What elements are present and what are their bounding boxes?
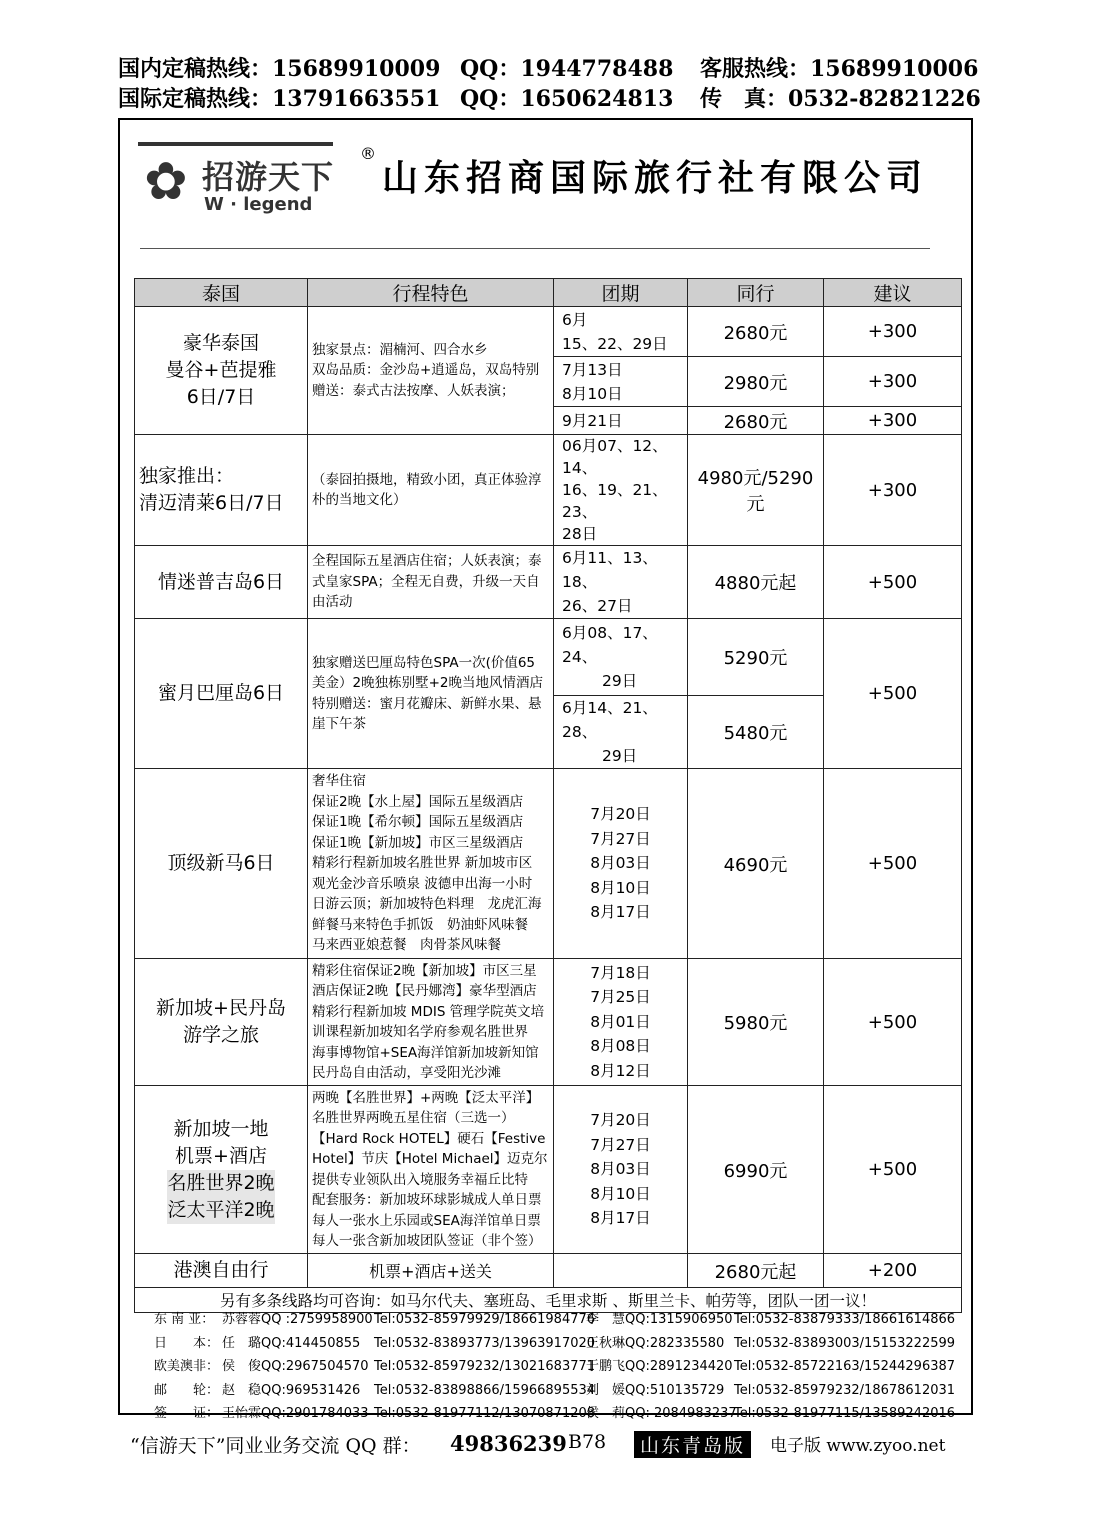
feature-line: 保证1晚【新加坡】市区三星级酒店: [312, 834, 524, 851]
table-row: [135, 959, 962, 1086]
feature-line: 名胜世界两晚五星住宿（三选一）: [312, 1110, 515, 1126]
service-hotline: 客服热线：15689910006: [700, 56, 979, 82]
contact-row: [154, 1308, 969, 1332]
feature-line: 奢华住宿: [312, 773, 366, 790]
date-line: 29日: [602, 747, 638, 765]
contact-person: 刘 媛QQ:510135729: [586, 1382, 725, 1398]
suggested-markup: +500: [824, 1086, 962, 1254]
date-line: 8月12日: [590, 1061, 651, 1080]
contact-person: 苏蓉蓉QQ :2759958900: [222, 1312, 373, 1327]
contact-row: [154, 1355, 969, 1379]
feature-line: Hotel】节庆【Hotel Michael】迈克尔: [312, 1151, 548, 1167]
route-name: [135, 435, 308, 546]
trade-price: 5980元: [688, 959, 824, 1086]
intl-hotline: 国际定稿热线：13791663551: [118, 86, 441, 112]
contact-tel: Tel:0532-83898866/15966895534: [374, 1382, 596, 1398]
suggested-markup: +300: [824, 307, 962, 357]
contact-tel: Tel:0532-85979232/18678612031: [734, 1382, 956, 1398]
header-suggested: 建议: [824, 279, 962, 307]
contact-region: 东 南 亚：: [154, 1312, 215, 1327]
route-name-line: 机票+酒店: [175, 1144, 267, 1167]
contact-tel: Tel:0532-85979232/13021683771: [374, 1359, 596, 1375]
route-name: 蜜月巴厘岛6日: [135, 619, 308, 769]
contact-person: 王怡霖QQ:2901784033: [222, 1406, 369, 1422]
company-logo: [138, 142, 376, 222]
route-name: 顶级新马6日: [135, 769, 308, 959]
contact-person: 侯 莉QQ: 2084983237: [586, 1406, 737, 1422]
contact-list: [154, 1308, 969, 1426]
feature-line: 精彩住宿保证2晚【新加坡】市区三星: [312, 962, 537, 979]
date-line: 29日: [602, 672, 638, 690]
route-features: [308, 1086, 554, 1254]
feature-line: 式皇家SPA；全程无自费，升级一天自: [312, 573, 540, 590]
departure-dates: [554, 435, 688, 546]
feature-line: 提供专业领队出入境服务幸福丘比特: [312, 1171, 528, 1188]
trade-price: 4880元起: [688, 546, 824, 619]
trade-price: 5480元: [688, 696, 824, 769]
contact-tel: Tel:0532-85722163/15244296387: [734, 1359, 956, 1375]
trade-price: 6990元: [688, 1086, 824, 1254]
feature-line: 赠送：泰式古法按摩、人妖表演；: [312, 382, 515, 399]
route-features: [308, 307, 554, 435]
suggested-markup: +500: [824, 959, 962, 1086]
date-line: 7月13日: [562, 360, 623, 379]
date-line: 7月27日: [590, 829, 651, 848]
departure-dates: [554, 307, 688, 357]
route-name-line: 6日/7日: [186, 386, 256, 408]
header-trade-price: 同行: [688, 279, 824, 307]
table-header-row: [135, 279, 962, 307]
route-features: [308, 435, 554, 546]
domestic-hotline: 国内定稿热线：15689910009: [118, 56, 441, 82]
trade-price: 4690元: [688, 769, 824, 959]
route-name: [135, 307, 308, 435]
date-line: 7月18日: [590, 963, 651, 982]
contact-tel: Tel:0532-83893773/13963917020: [374, 1335, 596, 1351]
feature-line: 训课程新加坡知名学府参观名胜世界: [312, 1024, 528, 1040]
feature-line: 朴的当地文化）: [312, 492, 407, 508]
contact-tel: Tel:0532-81977115/13589242016: [734, 1406, 956, 1422]
suggested-markup: +300: [824, 357, 962, 407]
feature-line: 特别赠送：蜜月花瓣床、新鲜水果、悬: [312, 695, 542, 712]
route-name-line: 独家推出：: [139, 465, 235, 487]
table-row: [135, 1254, 962, 1288]
table-row: [135, 769, 962, 959]
feature-line: 【Hard Rock HOTEL】硬石【Festive: [312, 1130, 546, 1147]
feature-line: 配套服务：新加坡环球影城成人单日票: [312, 1192, 542, 1208]
route-name: 港澳自由行: [135, 1254, 308, 1288]
trade-price: 2680元起: [688, 1254, 824, 1288]
contact-person: 李 慧QQ:1315906950: [586, 1312, 733, 1327]
feature-line: 酒店保证2晚【民丹娜湾】豪华型酒店: [312, 983, 537, 999]
contact-tel: Tel:0532-83879333/18661614866: [734, 1312, 956, 1327]
suggested-markup: +200: [824, 1254, 962, 1288]
route-features: [308, 959, 554, 1086]
contact-region: 欧美澳非：: [154, 1359, 220, 1375]
departure-dates: [554, 357, 688, 407]
contact-person: 赵 稳QQ:969531426: [222, 1382, 361, 1398]
date-line: 8月10日: [590, 878, 651, 897]
feature-line: 由活动: [312, 594, 353, 611]
trade-price: 4980元/5290元: [688, 435, 824, 546]
date-line: 06月07、12、14、: [562, 437, 668, 477]
feature-line: 民丹岛自由活动，享受阳光沙滩: [312, 1065, 501, 1081]
route-name-line: 名胜世界2晚: [167, 1170, 274, 1197]
date-line: 8月17日: [590, 1209, 651, 1228]
table-row: [135, 1086, 962, 1254]
date-line: 8月10日: [590, 1184, 651, 1203]
contact-region: 签 证：: [154, 1406, 220, 1422]
date-line: 15、22、29日: [562, 334, 668, 353]
route-name-line: 泛太平洋2晚: [167, 1197, 274, 1224]
route-features: 机票+酒店+送关: [308, 1254, 554, 1288]
date-line: 7月20日: [590, 805, 651, 824]
suggested-markup: +500: [824, 769, 962, 959]
logo-text-en: W · legend: [204, 194, 313, 215]
table-row: [135, 307, 962, 357]
content-frame: [118, 118, 973, 1422]
trade-price: 2680元: [688, 307, 824, 357]
departure-dates: [554, 1086, 688, 1254]
route-name: [135, 1086, 308, 1254]
logo-text-cn: 招游天下: [202, 158, 335, 196]
date-line: 7月27日: [590, 1135, 651, 1154]
date-line: 8月08日: [590, 1037, 651, 1056]
route-features: [308, 546, 554, 619]
departure-dates: [554, 619, 688, 696]
route-name-line: 游学之旅: [182, 1024, 259, 1046]
departure-dates: [554, 546, 688, 619]
date-line: 28日: [562, 525, 598, 543]
contact-person: 侯 俊QQ:2967504570: [222, 1359, 369, 1375]
trade-price: 2980元: [688, 357, 824, 407]
date-line: 6月08、17、24、: [562, 624, 658, 666]
contact-person: 王秋琳QQ:282335580: [586, 1335, 725, 1351]
departure-dates: [554, 1254, 688, 1288]
feature-line: 保证2晚【水上屋】国际五星级酒店: [312, 793, 524, 810]
departure-dates: [554, 696, 688, 769]
company-name: 山东招商国际旅行社有限公司: [382, 157, 929, 199]
divider: [140, 248, 930, 249]
contact-row: [154, 1402, 969, 1426]
departure-dates: 9月21日: [554, 407, 688, 435]
header-destination: 泰国: [135, 279, 308, 307]
suggested-markup: +500: [824, 619, 962, 769]
date-line: 8月03日: [590, 854, 651, 873]
edition-badge: 山东青岛版: [634, 1431, 751, 1458]
feature-line: 日游云顶；新加坡特色料理 龙虎汇海: [312, 896, 542, 913]
feature-line: （泰囧拍摄地，精致小团，真正体验淳: [312, 471, 542, 488]
feature-line: 全程国际五星酒店住宿；人妖表演；泰: [312, 553, 542, 570]
date-line: 8月01日: [590, 1012, 651, 1031]
route-name: [135, 959, 308, 1086]
trade-price: 5290元: [688, 619, 824, 696]
domestic-qq: QQ：1944778488: [460, 56, 674, 82]
date-line: 6月11、13、18、: [562, 549, 658, 591]
feature-line: 美金）2晚独栋别墅+2晚当地风情酒店: [312, 675, 543, 691]
page-number: B78: [568, 1431, 607, 1453]
route-features: [308, 769, 554, 959]
date-line: 8月17日: [590, 903, 651, 922]
feature-line: 每人一张水上乐园或SEA海洋馆单日票: [312, 1212, 541, 1229]
route-features: [308, 619, 554, 769]
contact-region: 日 本：: [154, 1335, 220, 1351]
feature-line: 独家赠送巴厘岛特色SPA一次(价值65: [312, 654, 536, 671]
feature-line: 鲜餐马来特色手抓饭 奶油虾风味餐: [312, 916, 528, 933]
feature-line: 精彩行程新加坡 MDIS 管理学院英文培: [312, 1003, 545, 1020]
trade-price: 2680元: [688, 407, 824, 435]
feature-line: 海事博物馆+SEA海洋馆新加坡新知馆: [312, 1044, 539, 1061]
route-name-line: 新加坡+民丹岛: [156, 997, 286, 1019]
date-line: 8月03日: [590, 1160, 651, 1179]
route-name-line: 新加坡一地: [173, 1117, 269, 1140]
table-row: [135, 435, 962, 546]
feature-line: 观光金沙音乐喷泉 波德申出海一小时: [312, 875, 533, 892]
table-row: [135, 546, 962, 619]
departure-dates: [554, 959, 688, 1086]
date-line: 16、19、21、23、: [562, 481, 668, 521]
contact-person: 于鹏飞QQ:2891234420: [586, 1359, 733, 1375]
registered-icon: ®: [360, 144, 376, 163]
suggested-markup: +500: [824, 546, 962, 619]
departure-dates: [554, 769, 688, 959]
date-line: 6月14、21、28、: [562, 699, 658, 741]
contact-person: 任 璐QQ:414450855: [222, 1335, 361, 1351]
contact-region: 邮 轮：: [154, 1382, 220, 1398]
flower-icon: ✿: [144, 152, 188, 212]
intl-qq: QQ：1650624813: [460, 86, 674, 112]
suggested-markup: +300: [824, 435, 962, 546]
contact-tel: Tel:0532-81977112/13070871208: [374, 1406, 596, 1422]
contact-tel: Tel:0532-83893003/15153222599: [734, 1335, 956, 1351]
header-features: 行程特色: [308, 279, 554, 307]
contact-row: [154, 1332, 969, 1356]
table-row: [135, 619, 962, 696]
route-name-line: 清迈清莱6日/7日: [139, 492, 284, 514]
tour-table: [134, 278, 962, 1313]
fax: 传 真：0532-82821226: [700, 86, 981, 112]
contact-tel: Tel:0532-85979929/18661984776: [374, 1312, 596, 1327]
feature-line: 马来西亚娘惹餐 肉骨茶风味餐: [312, 937, 501, 954]
date-line: 6月: [562, 310, 588, 329]
feature-line: 保证1晚【希尔顿】国际五星级酒店: [312, 814, 524, 831]
date-line: 7月25日: [590, 988, 651, 1007]
feature-line: 独家景点：湄楠河、四合水乡: [312, 341, 488, 358]
suggested-markup: +300: [824, 407, 962, 435]
feature-line: 每人一张含新加坡团队签证（非个签）: [312, 1233, 542, 1249]
date-line: 7月20日: [590, 1111, 651, 1130]
route-name-line: 豪华泰国: [182, 332, 259, 354]
feature-line: 两晚【名胜世界】+两晚【泛太平洋】: [312, 1089, 540, 1106]
more-routes-note: 另有多条线路均可咨询：如马尔代夫、塞班岛、毛里求斯 、斯里兰卡、帕劳等，团队一团一议！: [135, 1288, 962, 1313]
date-line: 8月10日: [562, 384, 623, 403]
route-name-line: 曼谷+芭提雅: [165, 359, 277, 381]
feature-line: 崖下午茶: [312, 716, 366, 732]
contact-row: [154, 1379, 969, 1403]
route-name: 情迷普吉岛6日: [135, 546, 308, 619]
date-line: 26、27日: [562, 597, 633, 615]
qq-group-number: 49836239: [450, 1431, 567, 1456]
feature-line: 双岛品质：金沙岛+逍遥岛，双岛特别: [312, 362, 540, 379]
feature-line: 精彩行程新加坡名胜世界 新加坡市区: [312, 855, 533, 872]
header-dates: 团期: [554, 279, 688, 307]
website-link[interactable]: 电子版 www.zyoo.net: [770, 1436, 946, 1456]
qq-group-label: “信游天下”同业业务交流 QQ 群：: [130, 1435, 421, 1457]
